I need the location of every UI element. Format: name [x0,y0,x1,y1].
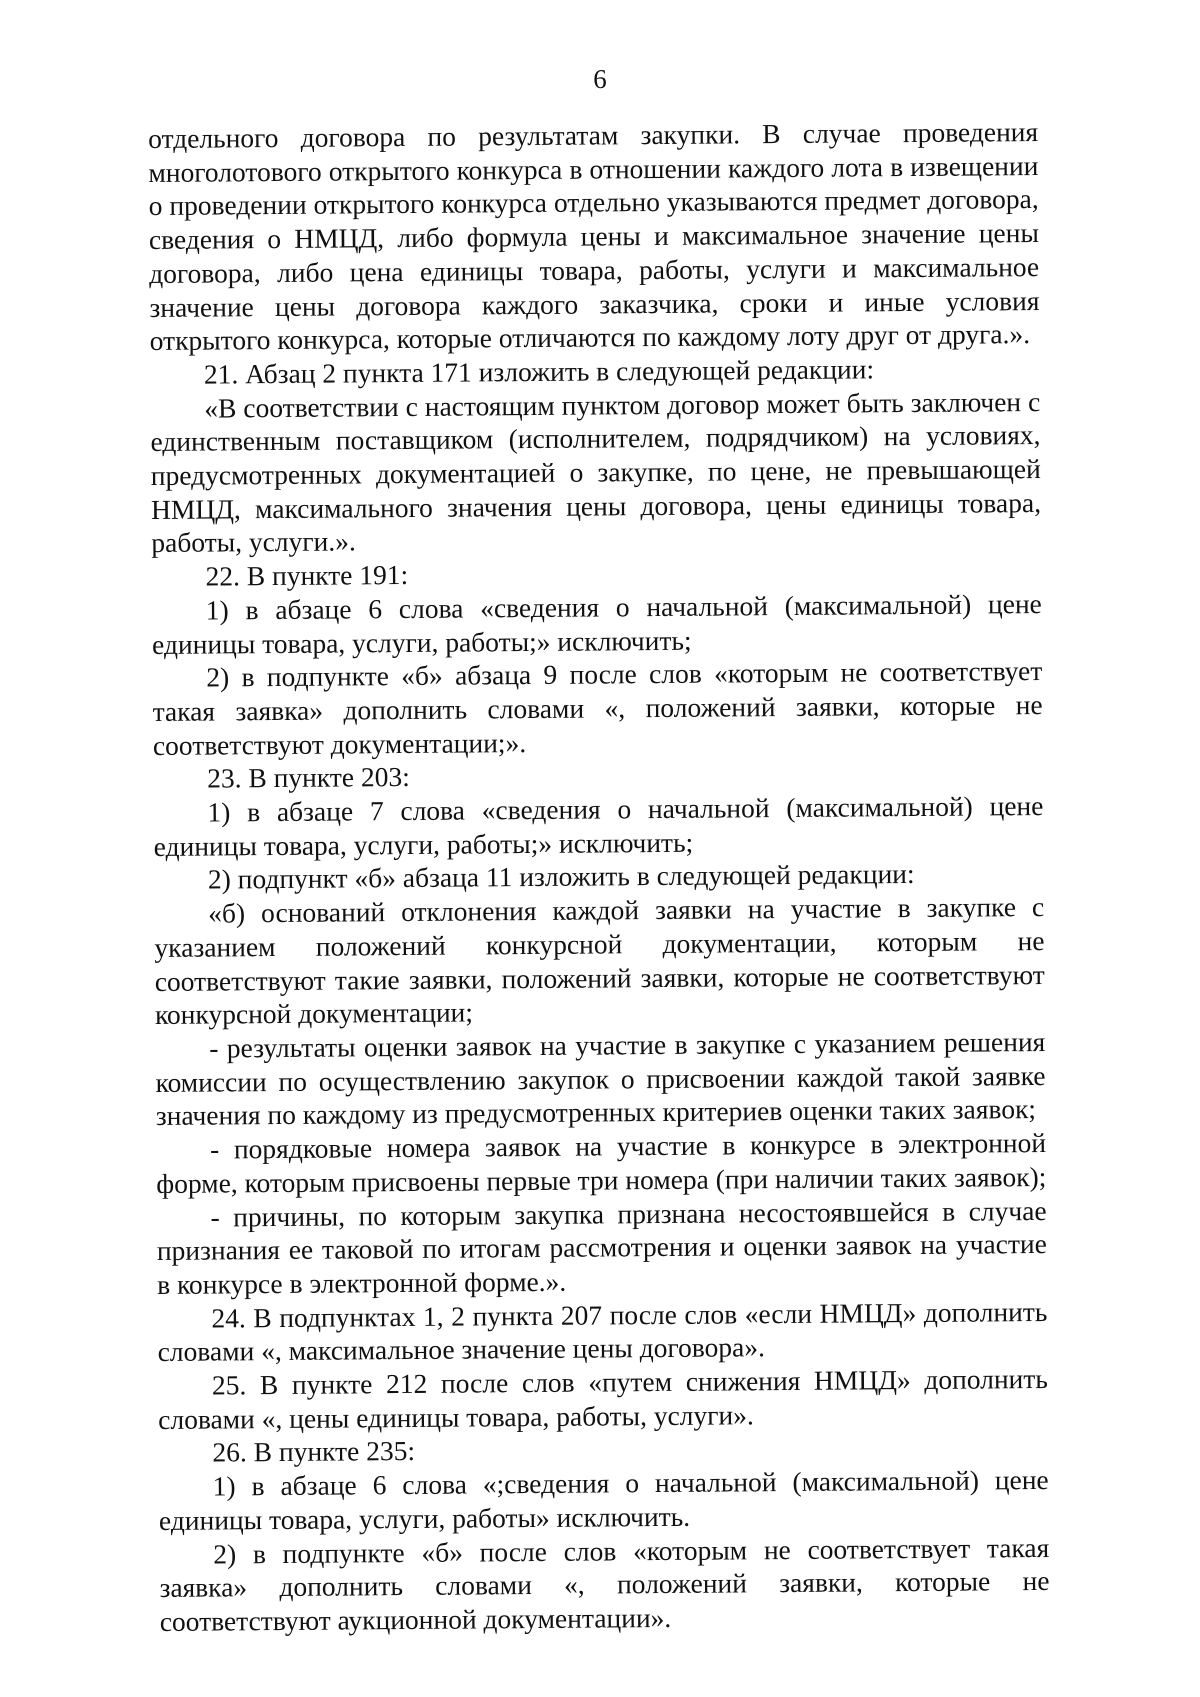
paragraph-item-23-1: 1) в абзаце 7 слова «сведения о начальной (максимальной) цене единицы товара, услуги, работы;» исключить; [153,790,1044,862]
paragraph-item-22-2: 2) в подпункте «б» абзаца 9 после слов «которым не соответствует такая заявка» дополнить словами «, положений заявки, которые не соответствуют документации;». [152,655,1043,761]
paragraph-item-22-1: 1) в абзаце 6 слова «сведения о начальной (максимальной) цене единицы товара, услуги, работы;» исключить; [151,587,1042,660]
paragraph-item-23: 23. В пункте 203: [207,761,410,794]
paragraph-quote-171: «В соответствии с настоящим пунктом договор может быть заключен с единственным поставщиком (исполнителем, подрядчиком) на условиях, предусмотренных документацией о закупке, по цене, не превышающей НМЦД, максимального значения цены договора, цены единицы товара, работы, услуги.». [150,385,1042,559]
paragraph-item-26: 26. В пункте 235: [212,1435,416,1468]
paragraph-dash-numbers: - порядковые номера заявок на участие в конкурсе в электронной форме, которым присвоены первые три номера (при наличии таких заявок); [156,1127,1047,1199]
paragraph-dash-results: - результаты оценки заявок на участие в закупке с указанием решения комиссии по осуществлению закупок о присвоении каждой такой заявке значения по каждому из предусмотренных критериев оценки таких заявок; [155,1025,1046,1132]
paragraph-dash-reasons: - причины, по которым закупка признана несостоявшейся в случае признания ее таковой по итогам рассмотрения и оценки заявок на участие в конкурсе в электронной форме.». [156,1194,1047,1300]
page-number: 6 [593,64,607,94]
document-body [148,115,1050,1639]
paragraph-item-26-1: 1) в абзаце 6 слова «;сведения о начальной (максимальной) цене единицы товара, услуги, работы» исключить. [158,1464,1049,1536]
paragraph-item-22: 22. В пункте 191: [205,559,409,592]
paragraph-item-26-2: 2) в подпункте «б» после слов «которым не соответствует такая заявка» дополнить словами «, положений заявки, которые не соответствуют аукционной документации». [159,1531,1050,1637]
paragraph-item-21: 21. Абзац 2 пункта 171 изложить в следующей редакции: [203,353,875,390]
paragraph-continuation: отдельного договора по результатам закупки. В случае проведения многолотового открытого конкурса в отношении каждого лота в извещении о проведении открытого конкурса отдельно указываются предмет договора, сведения о НМЦД, либо формула цены и максимальное значение цены договора, либо цена единицы товара, работы, услуги и максимальное значение цены договора каждого заказчика, сроки и иные условия открытого конкурса, которые отличаются по каждому лоту друг от друга.». [148,116,1040,357]
paragraph-item-24: 24. В подпунктах 1, 2 пункта 207 после слов «если НМЦД» дополнить словами «, максимальное значение цены договора». [157,1295,1048,1368]
paragraph-quote-b: «б) оснований отклонения каждой заявки на участие в закупке с указанием положений конкурсной документации, которым не соответствуют такие заявки, положений заявки, которые не соответствуют конкурсной документации; [154,891,1045,1031]
paragraph-item-23-2: 2) подпункт «б» абзаца 11 изложить в следующей редакции: [207,858,915,896]
paragraph-item-25: 25. В пункте 212 после слов «путем снижения НМЦД» дополнить словами «, цены единицы товара, работы, услуги». [158,1362,1049,1435]
